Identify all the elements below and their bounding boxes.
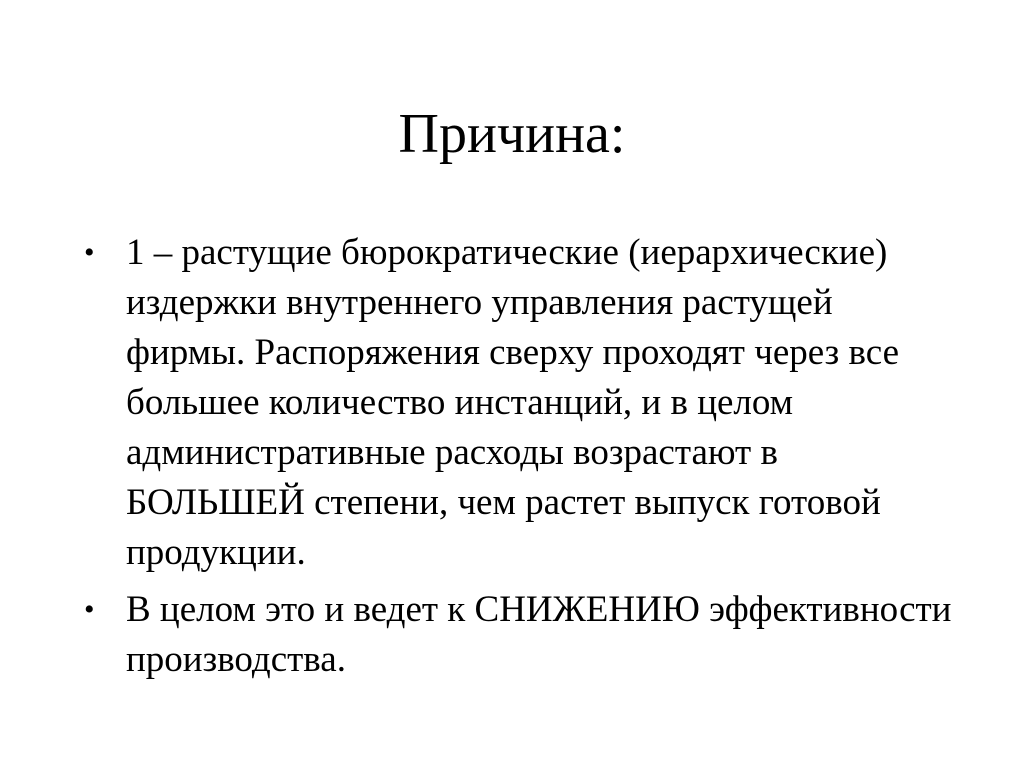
bullet-item-1 [80,228,960,578]
bullet-text-2: В целом это и ведет к СНИЖЕНИЮ эффективности производства. [126,589,952,680]
bullet-marker: • [84,593,95,626]
bullet-text-1: 1 – растущие бюрократические (иерархические) издержки внутреннего управления растущей фирмы. Распоряжения сверху проходят через все большее количество инстанций, и в целом административные расходы возрастают в БОЛЬШЕЙ степени, чем растет выпуск готовой продукции. [126,232,900,573]
bullet-list [80,228,960,692]
slide-title: Причина: [398,103,626,165]
bullet-item-2 [80,585,960,685]
bullet-marker: • [84,236,95,269]
